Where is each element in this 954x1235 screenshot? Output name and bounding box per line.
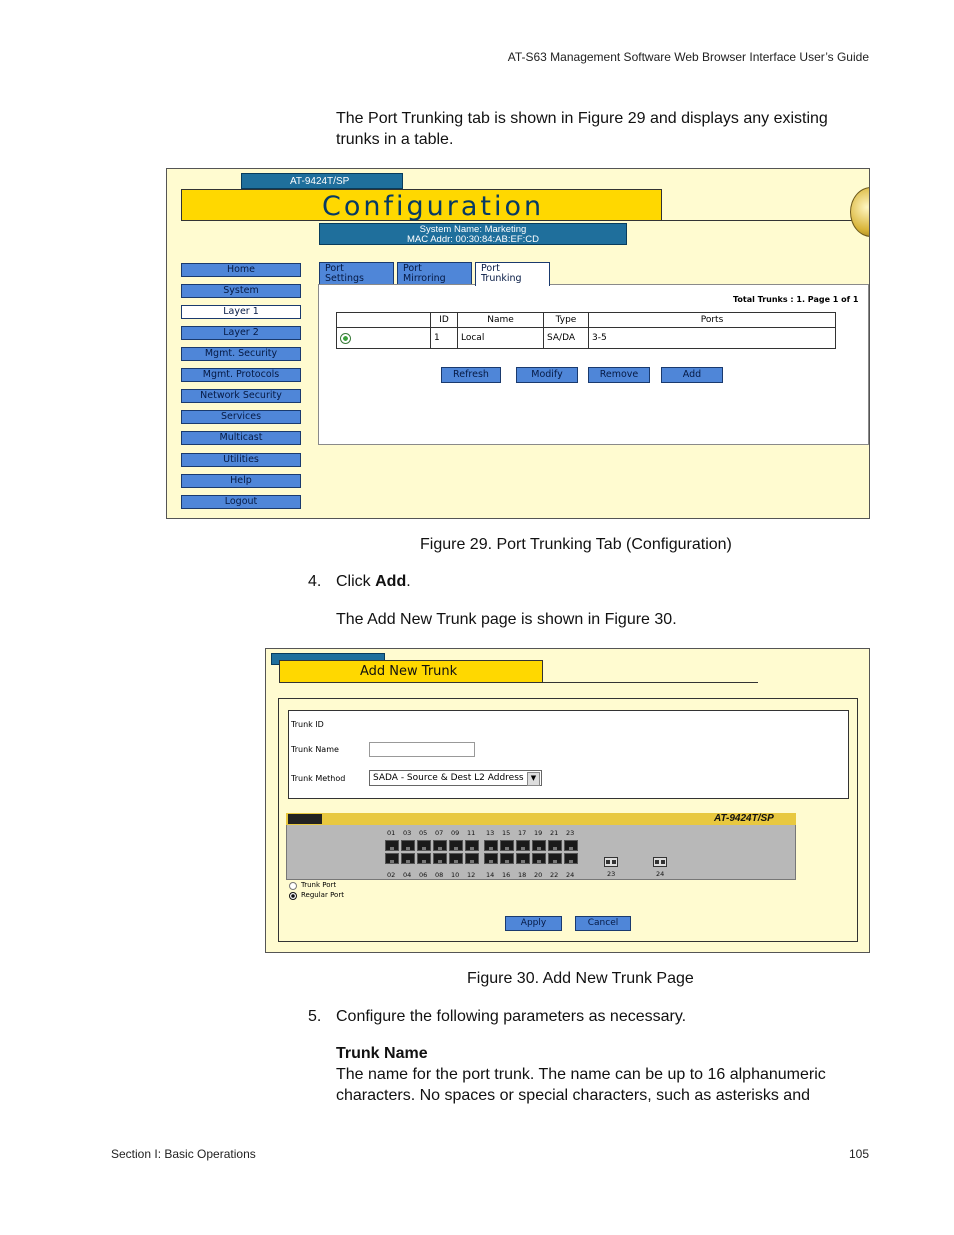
nav-mgmt-protocols-button[interactable]: Mgmt. Protocols (181, 368, 301, 382)
configuration-title-bar (181, 189, 662, 221)
cell-type: SA/DA (544, 328, 589, 349)
regular-port-label: Regular Port (301, 891, 344, 899)
port-number-label: 17 (518, 829, 527, 837)
trunks-table (336, 312, 836, 349)
nav-mgmt-security-button[interactable]: Mgmt. Security (181, 347, 301, 361)
ethernet-port-icon[interactable] (500, 853, 514, 864)
column-header-name: Name (458, 313, 544, 328)
nav-system-button[interactable]: System (181, 284, 301, 298)
nav-home-button[interactable]: Home (181, 263, 301, 277)
title-rule (543, 682, 758, 683)
system-name: System Name: Marketing (419, 224, 527, 235)
cell-id: 1 (431, 328, 458, 349)
ethernet-port-icon[interactable] (417, 853, 431, 864)
ethernet-port-icon[interactable] (401, 840, 415, 851)
cell-name: Local (458, 328, 544, 349)
figure-30-add-new-trunk-screenshot (265, 648, 870, 953)
ethernet-port-icon[interactable] (532, 853, 546, 864)
port-number-label: 23 (566, 829, 575, 837)
ethernet-port-icon[interactable] (516, 840, 530, 851)
ethernet-port-icon[interactable] (401, 853, 415, 864)
fiber-port-label: 23 (607, 870, 616, 878)
column-header-ports: Ports (589, 313, 836, 328)
nav-logout-button[interactable]: Logout (181, 495, 301, 509)
trunk-method-value: SADA - Source & Dest L2 Address (373, 773, 524, 783)
trunk-name-description-line: The name for the port trunk. The name can be up to 16 alphanumeric (336, 1066, 826, 1083)
tab-port-mirroring[interactable] (397, 262, 472, 285)
remove-button[interactable]: Remove (588, 367, 650, 383)
cancel-button[interactable]: Cancel (575, 916, 631, 931)
ethernet-port-icon[interactable] (449, 853, 463, 864)
nav-multicast-button[interactable]: Multicast (181, 431, 301, 445)
trunk-id-label: Trunk ID (291, 720, 324, 729)
port-number-label: 12 (467, 871, 476, 879)
port-number-label: 16 (502, 871, 511, 879)
port-number-label: 24 (566, 871, 575, 879)
column-header-select (337, 313, 431, 328)
nav-layer2-button[interactable]: Layer 2 (181, 326, 301, 340)
port-number-label: 10 (451, 871, 460, 879)
ethernet-port-icon[interactable] (564, 853, 578, 864)
port-number-label: 06 (419, 871, 428, 879)
figure-29-port-trunking-screenshot (166, 168, 870, 519)
title-rule (662, 220, 869, 221)
trunk-name-label: Trunk Name (291, 745, 339, 754)
ethernet-port-icon[interactable] (449, 840, 463, 851)
ethernet-port-icon[interactable] (433, 840, 447, 851)
port-number-label: 18 (518, 871, 527, 879)
ethernet-port-icon[interactable] (465, 840, 479, 851)
ethernet-port-icon[interactable] (385, 840, 399, 851)
add-button[interactable]: Add (661, 367, 723, 383)
intro-line: The Port Trunking tab is shown in Figure 29 and displays any existing (336, 110, 828, 127)
column-header-type: Type (544, 313, 589, 328)
trunk-method-label: Trunk Method (291, 774, 346, 783)
port-number-label: 19 (534, 829, 543, 837)
port-number-label: 20 (534, 871, 543, 879)
tab-label: Port (481, 263, 500, 274)
port-number-label: 14 (486, 871, 495, 879)
switch-model-label: AT-9424T/SP (714, 813, 774, 824)
row-select-cell (337, 328, 431, 349)
globe-logo-icon (850, 187, 870, 237)
step-4-suffix: . (406, 573, 411, 590)
intro-line: trunks in a table. (336, 131, 454, 148)
system-info-bar (319, 223, 627, 245)
fiber-port-label: 24 (656, 870, 665, 878)
port-number-label: 09 (451, 829, 460, 837)
tab-label: Port (403, 263, 422, 274)
step-4-number: 4. (308, 573, 322, 590)
total-trunks-status: Total Trunks : 1. Page 1 of 1 (733, 295, 859, 304)
tab-label: Settings (325, 273, 364, 284)
figure-30-caption: Figure 30. Add New Trunk Page (467, 970, 694, 987)
step-4-instruction (336, 571, 411, 592)
tab-label: Mirroring (403, 273, 446, 284)
regular-port-radio[interactable] (289, 892, 297, 900)
table-row[interactable] (337, 328, 836, 349)
port-number-label: 08 (435, 871, 444, 879)
ethernet-port-icon[interactable] (465, 853, 479, 864)
nav-network-security-button[interactable]: Network Security (181, 389, 301, 403)
trunk-name-heading: Trunk Name (336, 1045, 428, 1062)
trunk-port-radio[interactable] (289, 882, 297, 890)
ethernet-port-icon[interactable] (417, 840, 431, 851)
port-number-label: 02 (387, 871, 396, 879)
tab-port-trunking[interactable] (475, 262, 550, 286)
ethernet-port-icon[interactable] (484, 853, 498, 864)
add-new-trunk-title: Add New Trunk (279, 660, 543, 683)
allied-telesyn-logo-icon (288, 814, 322, 824)
intro-paragraph (336, 108, 828, 150)
trunk-port-label: Trunk Port (301, 881, 337, 889)
ethernet-port-icon[interactable] (484, 840, 498, 851)
ethernet-port-icon[interactable] (548, 853, 562, 864)
trunk-name-section (336, 1043, 826, 1106)
nav-help-button[interactable]: Help (181, 474, 301, 488)
mac-address: MAC Addr: 00:30:84:AB:EF:CD (406, 234, 539, 245)
ethernet-port-icon[interactable] (516, 853, 530, 864)
trunk-name-input[interactable] (369, 742, 475, 757)
step-5-text: Configure the following parameters as necessary. (336, 1008, 687, 1025)
port-number-label: 15 (502, 829, 511, 837)
ethernet-port-icon[interactable] (532, 840, 546, 851)
fiber-port-icon[interactable] (653, 857, 667, 867)
step-5-number: 5. (308, 1008, 322, 1025)
step-4-prefix: Click (336, 573, 376, 590)
port-number-label: 03 (403, 829, 412, 837)
row-select-radio[interactable] (340, 333, 351, 344)
port-number-label: 21 (550, 829, 559, 837)
footer-section: Section I: Basic Operations (111, 1147, 256, 1161)
table-header-row (337, 313, 836, 328)
port-number-label: 11 (467, 829, 476, 837)
ethernet-port-icon[interactable] (564, 840, 578, 851)
chevron-down-icon: ▼ (527, 772, 540, 786)
column-header-id: ID (431, 313, 458, 328)
trunk-name-description-line: characters. No spaces or special characters, such as asterisks and (336, 1087, 810, 1104)
figure-29-caption: Figure 29. Port Trunking Tab (Configuration) (420, 536, 732, 553)
tab-label: Port (325, 263, 344, 274)
port-number-label: 04 (403, 871, 412, 879)
nav-layer1-button[interactable]: Layer 1 (181, 305, 301, 319)
apply-button[interactable]: Apply (505, 916, 562, 931)
cell-ports: 3-5 (589, 328, 836, 349)
trunking-panel (318, 284, 869, 445)
port-number-label: 07 (435, 829, 444, 837)
page-number: 105 (848, 1147, 869, 1161)
port-number-label: 22 (550, 871, 559, 879)
ethernet-port-icon[interactable] (385, 853, 399, 864)
fiber-port-icon[interactable] (604, 857, 618, 867)
modify-button[interactable]: Modify (516, 367, 578, 383)
nav-services-button[interactable]: Services (181, 410, 301, 424)
tab-port-settings[interactable] (319, 262, 394, 285)
tab-label: Trunking (481, 273, 522, 284)
ethernet-port-icon[interactable] (433, 853, 447, 864)
port-number-label: 01 (387, 829, 396, 837)
port-number-label: 05 (419, 829, 428, 837)
trunk-method-select[interactable] (369, 770, 542, 786)
ethernet-port-icon[interactable] (548, 840, 562, 851)
nav-utilities-button[interactable]: Utilities (181, 453, 301, 467)
step-4-text: The Add New Trunk page is shown in Figure 30. (336, 611, 677, 628)
device-model-tab: AT-9424T/SP (241, 173, 403, 189)
running-header: AT-S63 Management Software Web Browser Interface User’s Guide (507, 50, 869, 64)
configuration-title: Configuration (322, 191, 545, 222)
ethernet-port-icon[interactable] (500, 840, 514, 851)
step-4-bold: Add (375, 573, 407, 590)
port-number-label: 13 (486, 829, 495, 837)
refresh-button[interactable]: Refresh (441, 367, 501, 383)
